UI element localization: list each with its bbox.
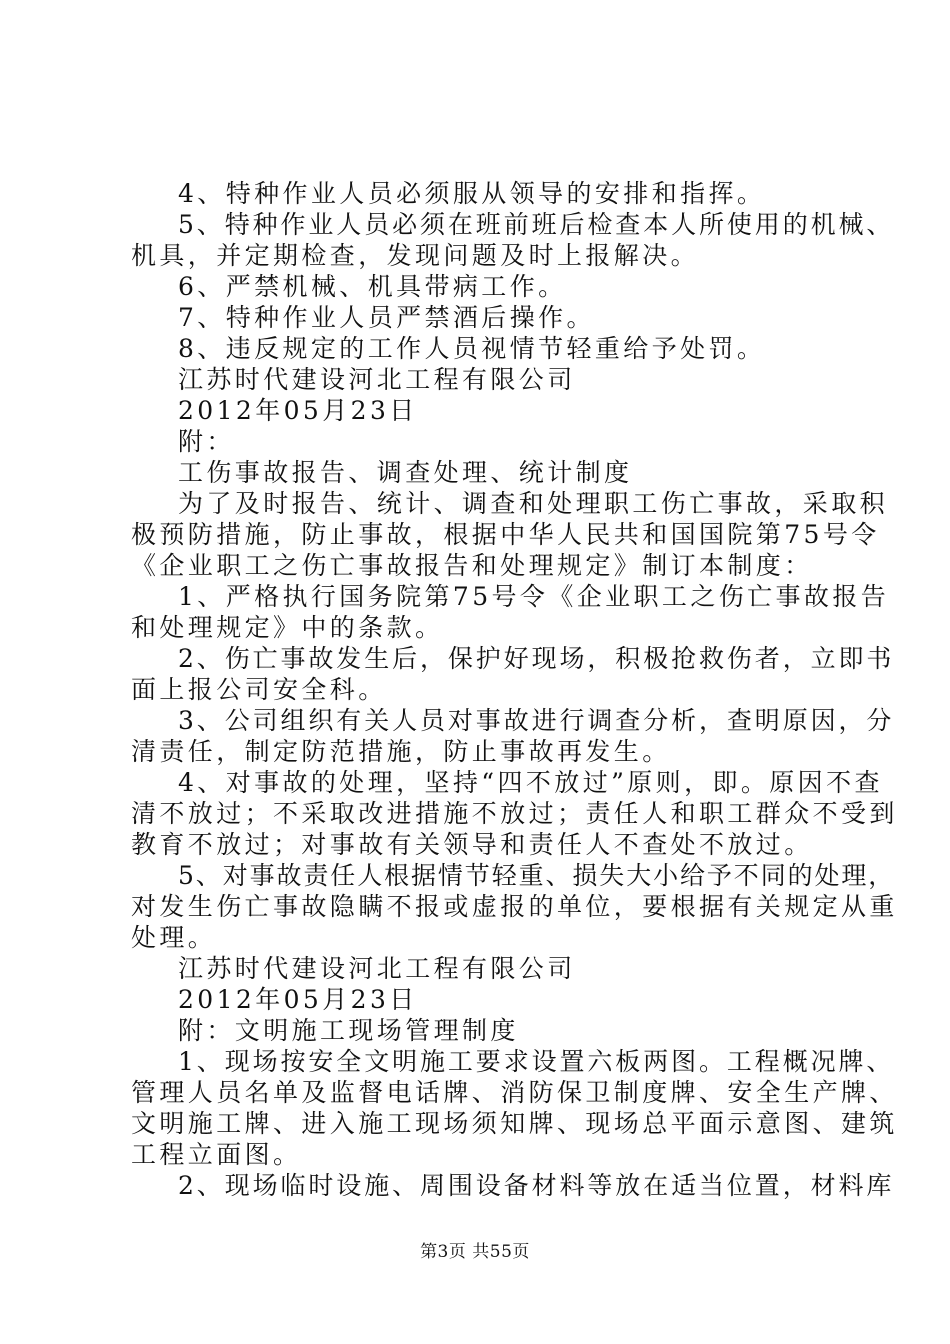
text-line: 和处理规定》中的条款。 [131, 613, 444, 642]
appendix-label: 附： [178, 427, 235, 456]
date-line: 2012年05月23日 [178, 985, 418, 1014]
text-line: 4、特种作业人员必须服从领导的安排和指挥。 [178, 179, 766, 208]
section-title: 附：文明施工现场管理制度 [178, 1016, 519, 1045]
text-line: 处理。 [131, 923, 217, 952]
text-line: 《企业职工之伤亡事故报告和处理规定》制订本制度： [131, 551, 813, 580]
text-line: 3、公司组织有关人员对事故进行调查分析，查明原因，分 [178, 706, 895, 735]
text-line: 5、对事故责任人根据情节轻重、损失大小给予不同的处理， [178, 861, 896, 890]
text-line: 清责任，制定防范措施，防止事故再发生。 [131, 737, 671, 766]
text-line: 2、现场临时设施、周围设备材料等放在适当位置，材料库 [178, 1171, 895, 1200]
text-line: 文明施工牌、进入施工现场须知牌、现场总平面示意图、建筑 [131, 1109, 898, 1138]
text-line: 1、严格执行国务院第75号令《企业职工之伤亡事故报告 [178, 582, 890, 611]
page-number-footer: 第3页 共55页 [420, 1242, 530, 1262]
date-line: 2012年05月23日 [178, 396, 418, 425]
text-line: 面上报公司安全科。 [131, 675, 387, 704]
text-line: 7、特种作业人员严禁酒后操作。 [178, 303, 595, 332]
text-line: 清不放过；不采取改进措施不放过；责任人和职工群众不受到 [131, 799, 898, 828]
company-name: 江苏时代建设河北工程有限公司 [178, 365, 576, 394]
text-line: 2、伤亡事故发生后，保护好现场，积极抢救伤者，立即书 [178, 644, 895, 673]
text-line: 1、现场按安全文明施工要求设置六板两图。工程概况牌、 [178, 1047, 895, 1076]
text-line: 工程立面图。 [131, 1140, 302, 1169]
text-line: 机具，并定期检查，发现问题及时上报解决。 [131, 241, 700, 270]
text-line: 6、严禁机械、机具带病工作。 [178, 272, 567, 301]
text-line: 教育不放过；对事故有关领导和责任人不查处不放过。 [131, 830, 813, 859]
text-line: 4、对事故的处理，坚持“四不放过”原则，即。原因不查 [178, 768, 883, 797]
text-line: 为了及时报告、统计、调查和处理职工伤亡事故，采取积 [178, 489, 889, 518]
section-title: 工伤事故报告、调查处理、统计制度 [178, 458, 633, 487]
text-line: 8、违反规定的工作人员视情节轻重给予处罚。 [178, 334, 766, 363]
text-line: 管理人员名单及监督电话牌、消防保卫制度牌、安全生产牌、 [131, 1078, 898, 1107]
text-line: 对发生伤亡事故隐瞒不报或虚报的单位，要根据有关规定从重 [131, 892, 898, 921]
text-line: 5、特种作业人员必须在班前班后检查本人所使用的机械、 [178, 210, 895, 239]
text-line: 极预防措施，防止事故，根据中华人民共和国国院第75号令 [131, 520, 880, 549]
company-name: 江苏时代建设河北工程有限公司 [178, 954, 576, 983]
